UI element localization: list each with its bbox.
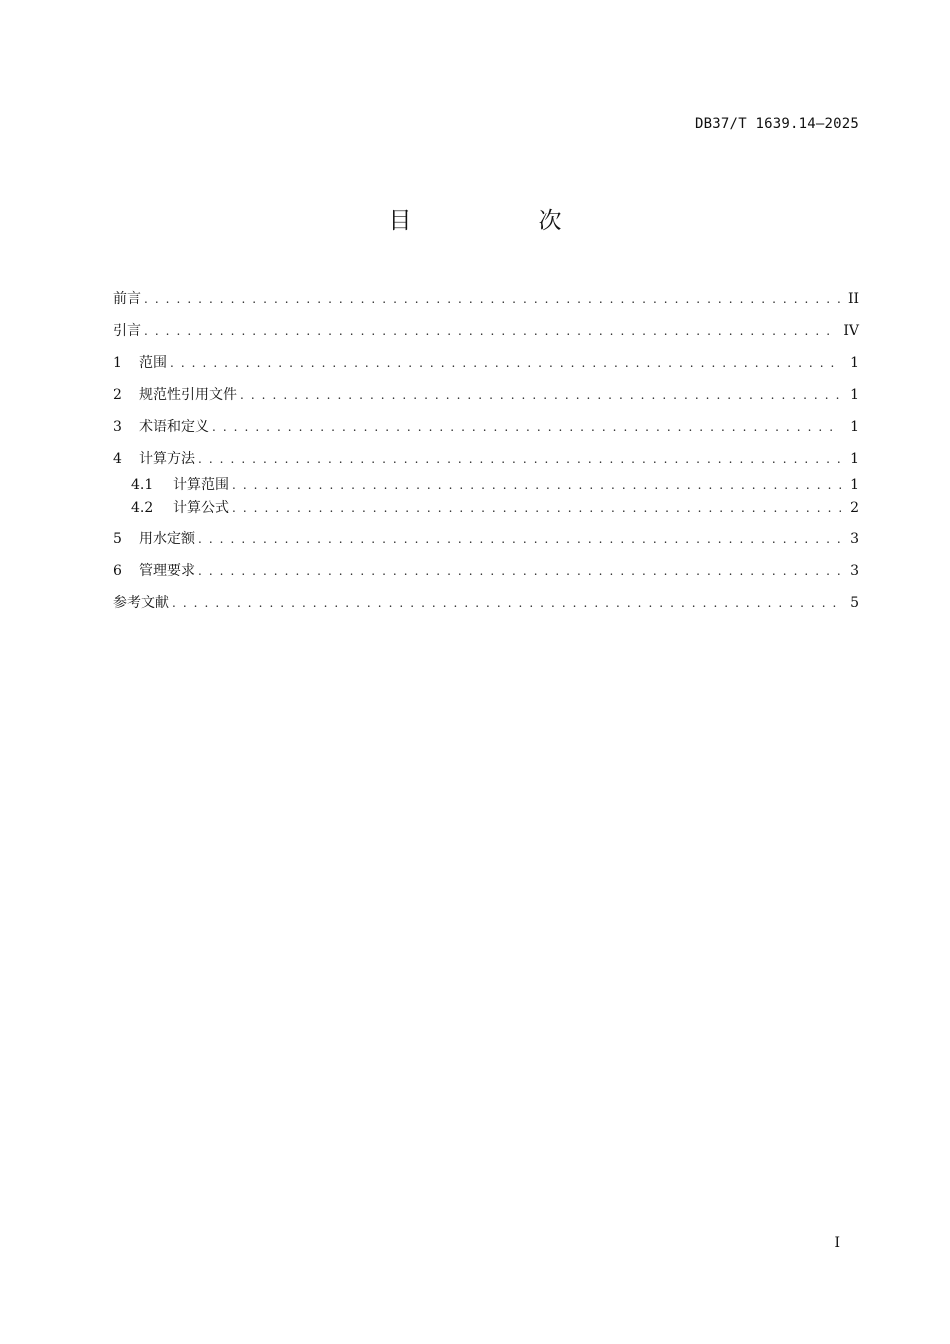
toc-leader-dots [232,474,841,496]
toc-entry-page: 1 [850,355,859,371]
toc-entry-label: 规范性引用文件 [139,387,237,403]
toc-entry-water-quota[interactable] [113,528,859,550]
toc-entry-label: 计算范围 [173,477,229,493]
toc-leader-dots [198,560,841,582]
toc-entry-label: 引言 [113,323,141,339]
toc-entry-scope[interactable] [113,352,859,374]
toc-entry-page: II [847,291,859,307]
toc-entry-label: 参考文献 [113,595,169,611]
toc-entry-calculation-formula[interactable] [113,497,859,519]
toc-leader-dots [198,528,841,550]
toc-entry-label: 用水定额 [139,531,195,547]
toc-leader-dots [144,320,837,342]
toc-entry-label: 管理要求 [139,563,195,579]
toc-entry-number: 4.2 [131,500,154,516]
toc-leader-dots [212,416,841,438]
toc-entry-page: 3 [850,531,859,547]
toc-entry-number: 2 [113,387,122,403]
toc-entry-page: 1 [850,477,859,493]
toc-entry-page: 1 [850,419,859,435]
toc-entry-foreword[interactable] [113,288,859,310]
toc-entry-calculation-scope[interactable] [113,474,859,496]
toc-entry-page: 2 [850,500,859,516]
toc-leader-dots [240,384,841,406]
toc-entry-normative-references[interactable] [113,384,859,406]
toc-entry-page: 3 [850,563,859,579]
toc-entry-number: 4.1 [131,477,154,493]
toc-title: 目 次 [388,208,614,234]
toc-entry-label: 计算方法 [139,451,195,467]
page-number: I [834,1235,840,1251]
toc-entry-number: 3 [113,419,122,435]
toc-leader-dots [198,448,841,470]
toc-entry-bibliography[interactable] [113,592,859,614]
toc-entry-number: 6 [113,563,122,579]
toc-entry-terms-definitions[interactable] [113,416,859,438]
toc-leader-dots [232,497,841,519]
toc-entry-number: 1 [113,355,122,371]
toc-entry-introduction[interactable] [113,320,859,342]
toc-entry-page: 5 [850,595,859,611]
toc-leader-dots [144,288,841,310]
document-code: DB37/T 1639.14—2025 [695,116,859,132]
toc-entry-page: IV [843,323,859,339]
toc-entry-management-requirements[interactable] [113,560,859,582]
toc-entry-page: 1 [850,451,859,467]
toc-leader-dots [172,592,841,614]
toc-entry-label: 前言 [113,291,141,307]
toc-entry-label: 术语和定义 [139,419,209,435]
toc-entry-calculation-method[interactable] [113,448,859,470]
toc-entry-number: 5 [113,531,122,547]
toc-leader-dots [170,352,841,374]
toc-entry-number: 4 [113,451,122,467]
toc-entry-page: 1 [850,387,859,403]
toc-entry-label: 计算公式 [173,500,229,516]
toc-entry-label: 范围 [139,355,167,371]
